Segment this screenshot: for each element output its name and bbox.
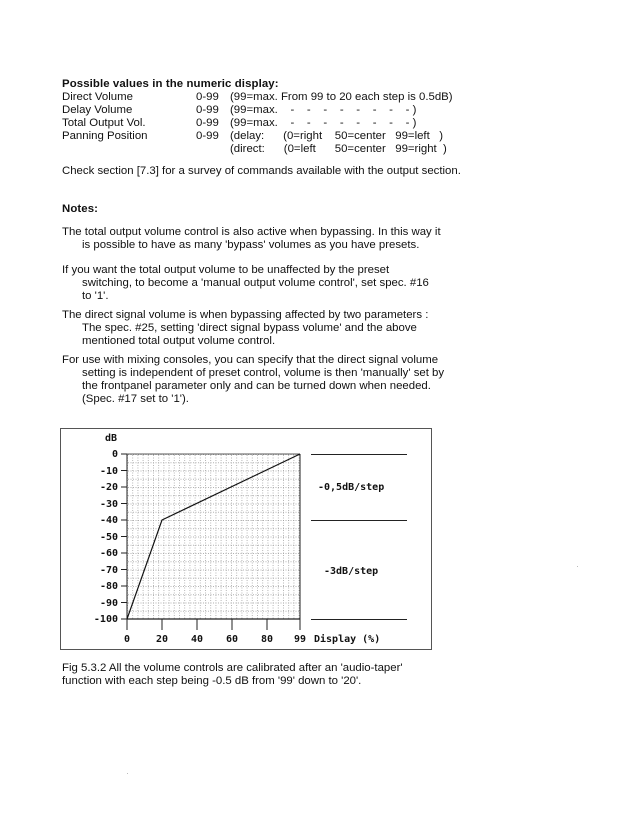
y-tick-label: -70 (99, 565, 118, 576)
param-name: Direct Volume (62, 91, 133, 103)
grid-horizontal (127, 454, 300, 619)
note-paragraph (62, 309, 498, 348)
note-line: to '1'. (82, 290, 109, 302)
region-divider-middle (311, 520, 407, 521)
figure-caption (62, 662, 498, 688)
region-divider-top (311, 454, 407, 455)
note-line: For use with mixing consoles, you can specify that the direct signal volume (62, 354, 439, 366)
x-tick-label: 80 (261, 634, 274, 645)
param-desc: (99=max. From 99 to 20 each step is 0.5dB) (230, 91, 453, 103)
region-label-upper: -0,5dB/step (318, 482, 385, 493)
y-tick-label: -20 (99, 482, 118, 493)
note-line: The total output volume control is also active when bypassing. In this way it (62, 226, 441, 238)
y-tick-label: -100 (93, 614, 118, 625)
y-tick-label: -30 (99, 499, 118, 510)
param-desc: (direct: (0=left 50=center 99=right ) (230, 143, 447, 155)
x-tick-label: 60 (226, 634, 239, 645)
note-line: setting is independent of preset control, volume is then 'manually' set by (82, 367, 445, 379)
param-desc: (delay: (0=right 50=center 99=left ) (230, 130, 444, 142)
y-tick-label: -50 (99, 532, 118, 543)
x-axis-label: Display (%) (314, 634, 381, 645)
y-axis-unit: dB (105, 433, 118, 444)
scan-speck (127, 773, 128, 774)
note-line: switching, to become a 'manual output volume control', set spec. #16 (82, 277, 429, 289)
param-name: Delay Volume (62, 104, 133, 116)
y-tick-label: -40 (99, 515, 118, 526)
note-line: The direct signal volume is when bypassing affected by two parameters : (62, 309, 429, 321)
note-paragraph (62, 264, 498, 303)
note-line: (Spec. #17 set to '1'). (82, 393, 189, 405)
x-tick-label: 20 (156, 634, 169, 645)
param-range: 0-99 (196, 104, 219, 116)
param-range: 0-99 (196, 130, 219, 142)
param-name: Panning Position (62, 130, 148, 142)
x-tick-label: 99 (294, 634, 307, 645)
note-line: The spec. #25, setting 'direct signal bypass volume' and the above (82, 322, 417, 334)
x-tick-marks (162, 619, 267, 630)
region-label-lower: -3dB/step (324, 566, 379, 577)
section-heading: Possible values in the numeric display: (62, 78, 279, 90)
note-line: the frontpanel parameter only and can be turned down when needed. (82, 380, 431, 392)
param-desc: (99=max. - - - - - - - - ) (230, 117, 417, 129)
y-tick-label: -90 (99, 598, 118, 609)
note-paragraph (62, 354, 498, 406)
volume-taper-plot (118, 450, 313, 640)
note-line: is possible to have as many 'bypass' volumes as you have presets. (82, 239, 420, 251)
param-range: 0-99 (196, 117, 219, 129)
scan-speck (577, 566, 578, 567)
note-paragraph (62, 226, 498, 252)
x-tick-label: 40 (191, 634, 204, 645)
param-name: Total Output Vol. (62, 117, 146, 129)
check-section-paragraph: Check section [7.3] for a survey of commands available with the output section. (62, 165, 461, 177)
y-tick-marks (121, 454, 127, 619)
x-tick-label: 0 (124, 634, 131, 645)
y-tick-label: -60 (99, 548, 118, 559)
region-divider-bottom (311, 619, 407, 620)
y-tick-label: -10 (99, 466, 118, 477)
caption-line: function with each step being -0.5 dB from '99' down to '20'. (62, 675, 362, 687)
caption-line: Fig 5.3.2 All the volume controls are calibrated after an 'audio-taper' (62, 662, 403, 674)
param-range: 0-99 (196, 91, 219, 103)
y-tick-label: -80 (99, 581, 118, 592)
y-tick-label: 0 (111, 449, 118, 460)
note-line: If you want the total output volume to be unaffected by the preset (62, 264, 390, 276)
note-line: mentioned total output volume control. (82, 335, 276, 347)
param-desc: (99=max. - - - - - - - - ) (230, 104, 417, 116)
notes-heading: Notes: (62, 203, 99, 215)
